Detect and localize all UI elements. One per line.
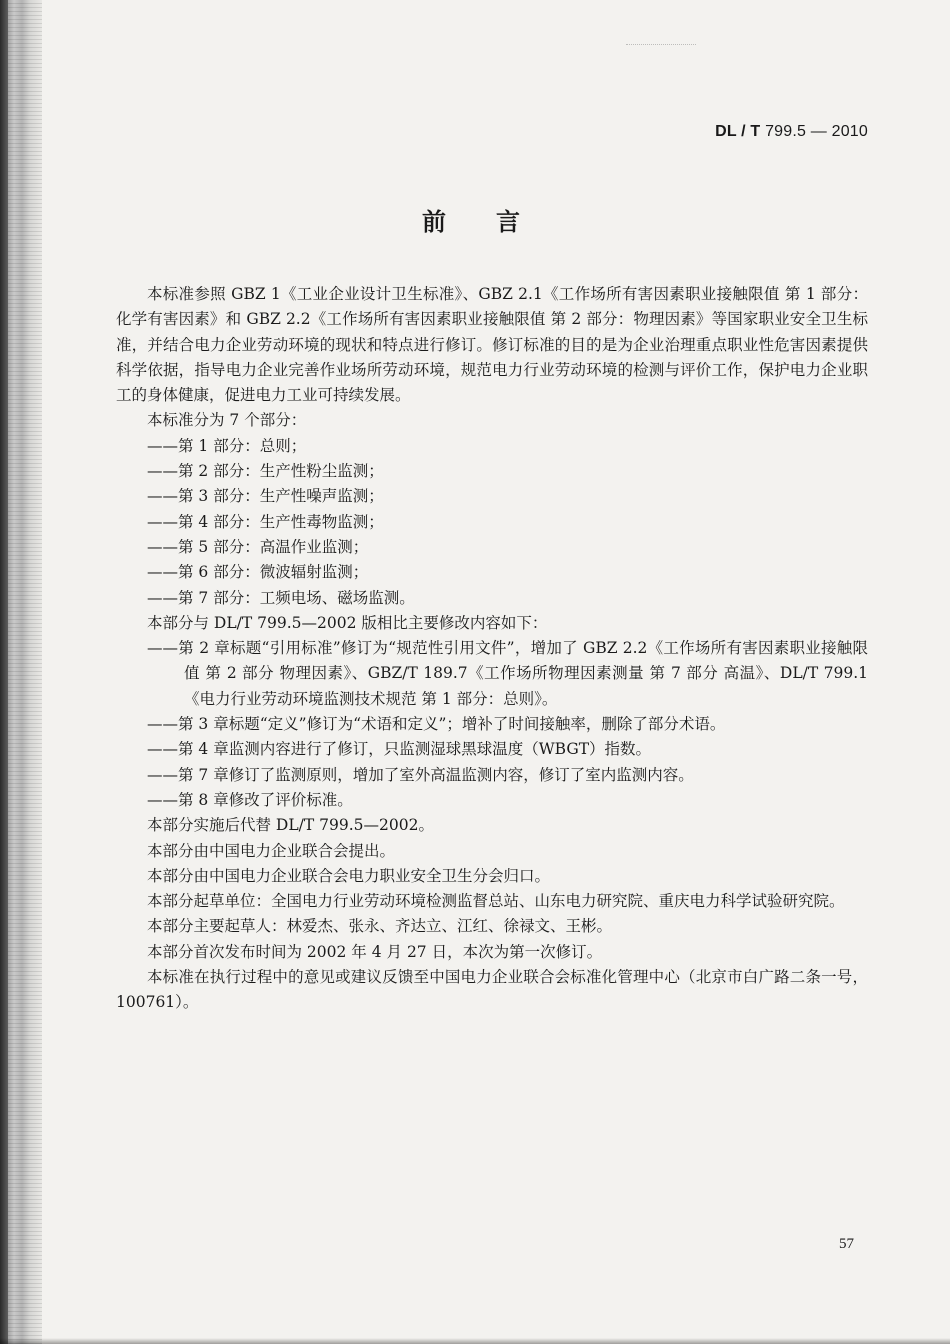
closing-line: 本部分起草单位：全国电力行业劳动环境检测监督总站、山东电力研究院、重庆电力科学试验研究院。 xyxy=(147,892,845,911)
part-item: ——第 7 部分：工频电场、磁场监测。 xyxy=(147,588,415,607)
change-item: ——第 2 章标题“引用标准”修订为“规范性引用文件”，增加了 GBZ 2.2《工作场所有害因素职业接触限值 第 2 部分 物理因素》、GBZ/T 189.7《工作场所物理因素测量 第 7 部分 高温》、DL/T 799.1《电力行业劳动环境监测技术规范 第 1 部分：总则》。 xyxy=(147,639,868,708)
page-number: 57 xyxy=(839,1236,854,1252)
standard-code-prefix: DL / T xyxy=(715,123,761,140)
feedback-paragraph: 本标准在执行过程中的意见或建议反馈至中国电力企业联合会标准化管理中心（北京市白广路二条一号，100761）。 xyxy=(116,968,868,1012)
document-body xyxy=(116,282,868,1016)
closing-line: 本部分首次发布时间为 2002 年 4 月 27 日，本次为第一次修订。 xyxy=(147,942,603,961)
part-item: ——第 3 部分：生产性噪声监测； xyxy=(147,487,384,506)
closing-line: 本部分实施后代替 DL/T 799.5—2002。 xyxy=(147,816,434,835)
page-bottom-edge xyxy=(0,1338,950,1344)
change-item: ——第 8 章修改了评价标准。 xyxy=(147,790,353,809)
standard-code-number: 799.5 — 2010 xyxy=(760,123,868,140)
part-item: ——第 5 部分：高温作业监测； xyxy=(147,537,369,556)
changes-intro: 本部分与 DL/T 799.5—2002 版相比主要修改内容如下： xyxy=(147,613,548,632)
part-item: ——第 6 部分：微波辐射监测； xyxy=(147,563,369,582)
part-item: ——第 1 部分：总则； xyxy=(147,436,307,455)
change-item: ——第 3 章标题“定义”修订为“术语和定义”；增补了时间接触率，删除了部分术语。 xyxy=(147,715,726,734)
part-item: ——第 2 部分：生产性粉尘监测； xyxy=(147,462,384,481)
closing-line: 本部分主要起草人：林爱杰、张永、齐达立、江红、徐禄文、王彬。 xyxy=(147,917,613,936)
standard-code xyxy=(715,123,868,141)
closing-line: 本部分由中国电力企业联合会提出。 xyxy=(147,841,396,860)
intro-paragraph: 本标准参照 GBZ 1《工业企业设计卫生标准》、GBZ 2.1《工作场所有害因素职业接触限值 第 1 部分：化学有害因素》和 GBZ 2.2《工作场所有害因素职业接触限值 第 2 部分：物理因素》等国家职业安全卫生标准，并结合电力企业劳动环境的现状和特点进行修订。修订标准的目的是为企业治理重点职业性危害因素提供科学依据，指导电力企业完善作业场所劳动环境，规范电力行业劳动环境的检测与评价工作，保护电力企业职工的身体健康，促进电力工业可持续发展。 xyxy=(116,285,868,405)
closing-line: 本部分由中国电力企业联合会电力职业安全卫生分会归口。 xyxy=(147,866,551,885)
page-title: 前言 xyxy=(422,208,570,236)
change-item: ——第 7 章修订了监测原则，增加了室外高温监测内容，修订了室内监测内容。 xyxy=(147,765,694,784)
part-item: ——第 4 部分：生产性毒物监测； xyxy=(147,512,384,531)
change-item: ——第 4 章监测内容进行了修订，只监测湿球黑球温度（WBGT）指数。 xyxy=(147,740,652,759)
scan-speck xyxy=(626,44,696,51)
parts-intro: 本标准分为 7 个部分： xyxy=(147,411,307,430)
